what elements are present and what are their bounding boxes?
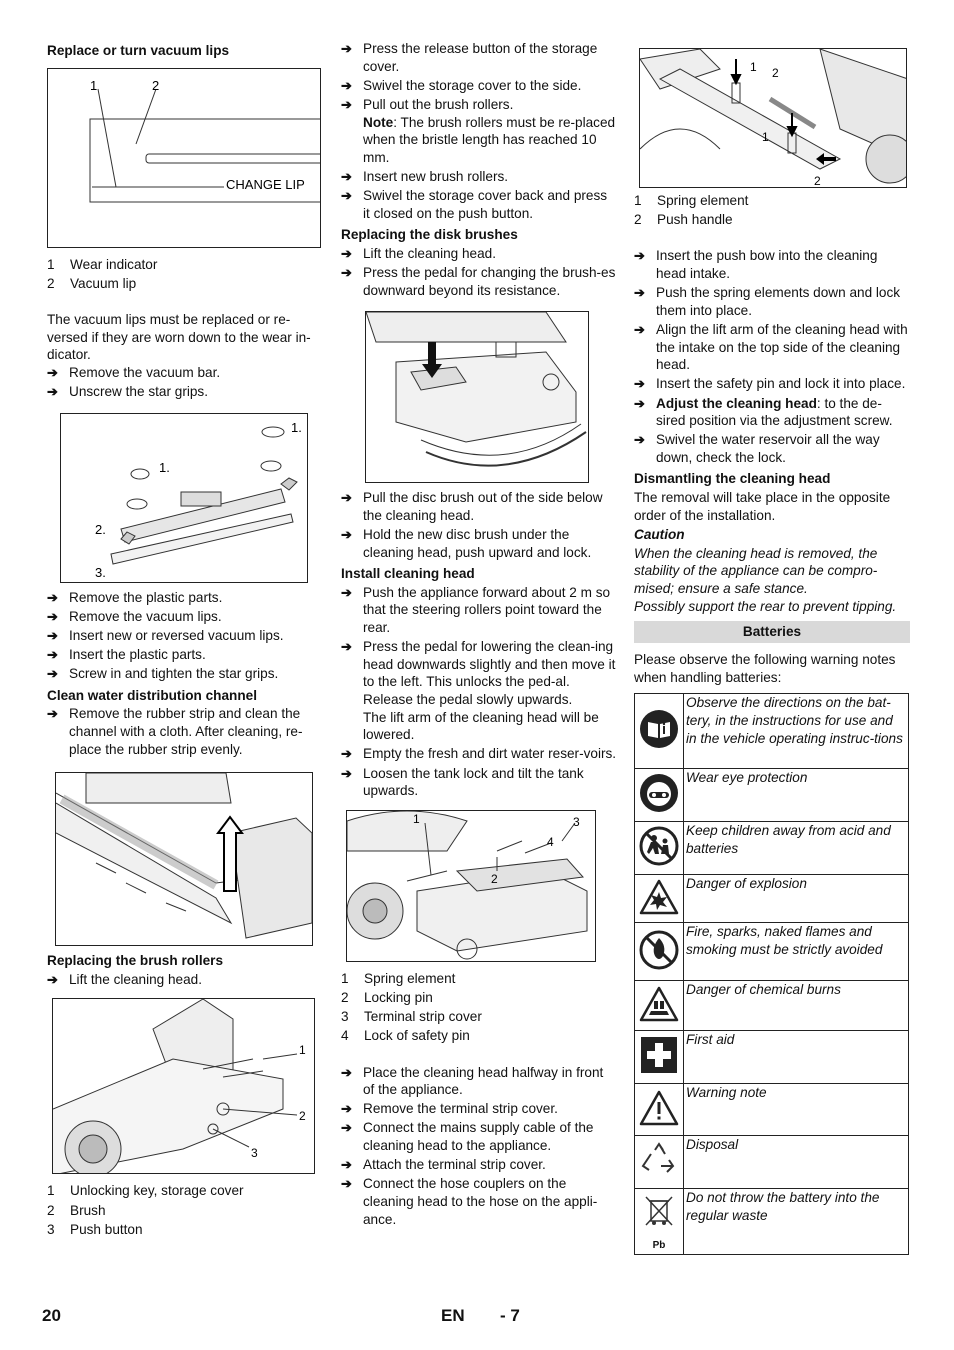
- warning-text: Observe the directions on the bat-tery, in the instructions for use and in the vehicle operating instruc-tions: [684, 694, 909, 769]
- steps-disk: [341, 245, 617, 299]
- step-item: ➔ Unscrew the star grips.: [47, 383, 209, 399]
- warning-text: Do not throw the battery into the regular waste: [684, 1189, 909, 1255]
- legend-item: 2 Locking pin: [341, 989, 433, 1005]
- warning-text: Danger of chemical burns: [684, 981, 909, 1031]
- step-item: ➔ Lift the cleaning head.: [341, 245, 497, 261]
- keep-children-away-icon: [639, 854, 679, 869]
- svg-text:1.: 1.: [291, 419, 302, 435]
- change-lip-label: CHANGE LIP: [226, 176, 305, 192]
- arrow-right-icon: ➔: [341, 1101, 352, 1117]
- arrow-right-icon: ➔: [341, 1064, 352, 1080]
- svg-text:1: 1: [413, 811, 420, 826]
- pb-label: Pb: [652, 1240, 666, 1252]
- arrow-right-icon: ➔: [341, 41, 352, 56]
- arrow-right-icon: ➔: [341, 639, 352, 655]
- callout-1: 1: [90, 77, 98, 93]
- figure-storage-cover: [52, 998, 315, 1174]
- svg-text:2: 2: [491, 871, 498, 886]
- arrow-right-icon: ➔: [341, 527, 352, 543]
- paragraph-batteries: Please observe the following warning notes when handling batteries:: [634, 652, 896, 685]
- warning-row: [635, 981, 909, 1031]
- arrow-right-icon: ➔: [634, 376, 645, 392]
- heading-disk-brushes: Replacing the disk brushes: [341, 227, 518, 243]
- warning-row: [635, 1189, 909, 1255]
- arrow-right-icon: ➔: [341, 1176, 352, 1192]
- warning-row: [635, 1031, 909, 1084]
- step-item: ➔ Insert the push bow into the cleaning head intake.: [634, 248, 878, 281]
- arrow-right-icon: ➔: [341, 765, 352, 781]
- arrow-right-icon: ➔: [634, 248, 645, 264]
- step-item: ➔ Remove the vacuum bar.: [47, 364, 221, 380]
- step-item: ➔ Press the pedal for lowering the clean-ing head downwards slightly and then move it to the left. This unlocks the ped-al. Release the pedal slowly upwards. The lift arm of the cleaning head will be lowered.: [341, 639, 616, 743]
- step-item: ➔ Pull the disc brush out of the side below the cleaning head.: [341, 490, 603, 523]
- explosion-icon: [639, 904, 679, 919]
- steps-brush-rollers: [47, 971, 323, 989]
- legend-item: 2 Push handle: [634, 212, 733, 228]
- legend-item: 1 Spring element: [341, 970, 456, 986]
- warning-text: First aid: [684, 1031, 909, 1084]
- warning-row: [635, 822, 909, 875]
- legend-item: 4 Lock of safety pin: [341, 1028, 470, 1044]
- svg-text:2.: 2.: [95, 521, 106, 537]
- step-item: ➔ Pull out the brush rollers. Note: The brush rollers must be re-placed when the bristle length has reached 10 mm.: [341, 96, 616, 165]
- figure-push-handle: [639, 48, 907, 188]
- figure-disk-pedal: [365, 311, 589, 483]
- step-item: ➔ Place the cleaning head halfway in front of the appliance.: [341, 1064, 604, 1098]
- note: Note: The brush rollers must be re-placed when the bristle length has reached 10 mm.: [363, 114, 616, 165]
- step-item: ➔ Press the pedal for changing the brush-es downward beyond its resistance.: [341, 265, 616, 298]
- legend-item: 1 Unlocking key, storage cover: [47, 1183, 244, 1199]
- svg-text:4: 4: [547, 834, 554, 849]
- step-item: ➔ Screw in and tighten the star grips.: [47, 666, 279, 682]
- arrow-right-icon: ➔: [341, 245, 352, 261]
- lift-arm-note: The lift arm of the cleaning head will be lowered.: [363, 709, 599, 743]
- svg-text:1: 1: [299, 1043, 306, 1058]
- column-right: [634, 40, 910, 1255]
- paragraph-vacuum: The vacuum lips must be replaced or re-versed if they are worn down to the wear in-dicator.: [47, 311, 311, 363]
- arrow-right-icon: ➔: [47, 971, 58, 987]
- legend-item: 2 Vacuum lip: [47, 275, 137, 291]
- figure-water-channel: [55, 772, 313, 946]
- step-item: ➔ Push the appliance forward about 2 m so that the steering rollers point toward the rear.: [341, 584, 611, 636]
- step-item: ➔ Adjust the cleaning head: to the de-sired position via the adjustment screw.: [634, 395, 893, 429]
- svg-text:3.: 3.: [95, 564, 106, 580]
- legend-item: 1 Wear indicator: [47, 256, 158, 272]
- svg-text:3: 3: [251, 1146, 258, 1161]
- arrow-right-icon: ➔: [341, 168, 352, 184]
- steps-storage-cover: [341, 40, 617, 222]
- steps-install: [341, 584, 617, 800]
- caution-text-2: Possibly support the rear to prevent tipping.: [634, 598, 897, 614]
- warning-row: [635, 1084, 909, 1136]
- svg-text:1.: 1.: [159, 459, 170, 475]
- step-item: ➔ Attach the terminal strip cover.: [341, 1157, 546, 1173]
- steps-push-bow: [634, 247, 910, 466]
- steps-channel: [47, 705, 323, 758]
- chemical-burn-icon: [639, 1011, 679, 1026]
- arrow-right-icon: ➔: [341, 584, 352, 600]
- heading-vacuum-lips: Replace or turn vacuum lips: [47, 43, 230, 58]
- svg-text:2: 2: [814, 174, 821, 188]
- arrow-right-icon: ➔: [341, 746, 352, 762]
- arrow-right-icon: ➔: [634, 432, 645, 448]
- step-item: ➔ Remove the plastic parts.: [47, 589, 223, 605]
- arrow-right-icon: ➔: [634, 285, 645, 301]
- legend-wear: [47, 256, 323, 293]
- manual-icon: [639, 737, 679, 752]
- legend-push: [634, 192, 910, 229]
- recycle-icon: [639, 1168, 679, 1183]
- arrow-right-icon: ➔: [341, 96, 352, 112]
- warning-text: Fire, sparks, naked flames and smoking must be strictly avoided: [684, 923, 909, 981]
- legend-item: 1 Spring element: [634, 193, 749, 208]
- step-item: ➔ Remove the rubber strip and clean the channel with a cloth. After cleaning, re-place the rubber strip evenly.: [47, 706, 303, 757]
- heading-clean-water: Clean water distribution channel: [47, 687, 257, 703]
- no-bin-icon: [635, 1225, 683, 1252]
- warning-text: Danger of explosion: [684, 875, 909, 923]
- step-item: ➔ Insert the plastic parts.: [47, 647, 206, 663]
- step-item: ➔ Align the lift arm of the cleaning head with the intake on the top side of the cleaning head.: [634, 321, 908, 373]
- heading-install: Install cleaning head: [341, 566, 475, 582]
- paragraph-dismantle: The removal will take place in the opposite order of the installation.: [634, 490, 891, 523]
- arrow-right-icon: ➔: [341, 188, 352, 204]
- step-item: ➔ Swivel the water reservoir all the way down, check the lock.: [634, 432, 880, 465]
- step-item: ➔ Lift the cleaning head.: [47, 971, 203, 987]
- first-aid-icon: [639, 1063, 679, 1078]
- arrow-right-icon: ➔: [341, 77, 352, 93]
- legend-item: 3 Terminal strip cover: [341, 1009, 482, 1025]
- callout-2: 2: [152, 77, 160, 93]
- step-item: ➔ Empty the fresh and dirt water reser-voirs.: [341, 746, 617, 762]
- step-item: ➔ Swivel the storage cover to the side.: [341, 77, 582, 93]
- step-item: ➔ Press the release button of the storage cover.: [341, 41, 598, 74]
- arrow-right-icon: ➔: [47, 706, 58, 722]
- no-fire-icon: [639, 958, 679, 973]
- svg-text:2: 2: [299, 1109, 306, 1124]
- caution-label: Caution: [634, 527, 685, 543]
- arrow-right-icon: ➔: [47, 666, 58, 682]
- warning-row: [635, 875, 909, 923]
- arrow-right-icon: ➔: [47, 627, 58, 643]
- heading-dismantle: Dismantling the cleaning head: [634, 471, 831, 487]
- column-middle: [341, 40, 617, 1230]
- step-item: ➔ Remove the terminal strip cover.: [341, 1101, 558, 1117]
- step-item: ➔ Connect the hose couplers on the cleaning head to the hose on the appli-ance.: [341, 1176, 598, 1227]
- figure-wear-indicator: [47, 68, 321, 248]
- arrow-right-icon: ➔: [341, 1157, 352, 1173]
- step-item: ➔ Insert the safety pin and lock it into place.: [634, 376, 906, 392]
- warning-text: Disposal: [684, 1136, 909, 1189]
- figure-star-grips: [60, 413, 308, 583]
- step-item: ➔ Remove the vacuum lips.: [47, 608, 222, 624]
- arrow-right-icon: ➔: [47, 383, 58, 399]
- warning-row: [635, 1136, 909, 1189]
- steps-vacuum: [47, 364, 323, 401]
- legend-item: 3 Push button: [47, 1221, 143, 1237]
- warning-text: Keep children away from acid and batteries: [684, 822, 909, 875]
- step-item: ➔ Connect the mains supply cable of the cleaning head to the appliance.: [341, 1120, 594, 1154]
- column-left: [47, 40, 323, 1240]
- steps-disk-2: [341, 489, 617, 561]
- heading-brush-rollers: Replacing the brush rollers: [47, 953, 224, 969]
- arrow-right-icon: ➔: [47, 589, 58, 605]
- page-number: 20: [42, 1306, 61, 1325]
- caution-text: When the cleaning head is removed, the stability of the appliance can be compro-mised; ensure a safe stance.: [634, 545, 878, 597]
- language-code: EN: [441, 1306, 465, 1325]
- step-item: ➔ Push the spring elements down and lock them into place.: [634, 285, 901, 318]
- step-item: ➔ Loosen the tank lock and tilt the tank upwards.: [341, 765, 584, 799]
- arrow-right-icon: ➔: [634, 321, 645, 337]
- batteries-heading: Batteries: [634, 621, 910, 643]
- warning-row: [635, 923, 909, 981]
- svg-text:1: 1: [750, 60, 757, 74]
- svg-text:1: 1: [762, 130, 769, 144]
- svg-text:2: 2: [772, 66, 779, 80]
- figure-cleaning-head: [346, 810, 596, 962]
- arrow-right-icon: ➔: [341, 1120, 352, 1136]
- arrow-right-icon: ➔: [634, 395, 645, 411]
- step-item: ➔ Insert new brush rollers.: [341, 168, 509, 184]
- step-item: ➔ Insert new or reversed vacuum lips.: [47, 627, 284, 643]
- arrow-right-icon: ➔: [47, 364, 58, 380]
- step-item: ➔ Swivel the storage cover back and press it closed on the push button.: [341, 188, 608, 221]
- warning-row: [635, 694, 909, 769]
- steps-lips: [47, 589, 323, 683]
- warning-icon: [639, 1115, 679, 1130]
- legend-brush: [47, 1182, 323, 1238]
- step-item: ➔ Hold the new disc brush under the cleaning head, push upward and lock.: [341, 527, 592, 560]
- battery-warnings-table: [634, 693, 909, 1255]
- warning-row: [635, 769, 909, 822]
- svg-text:3: 3: [573, 814, 580, 829]
- arrow-right-icon: ➔: [341, 490, 352, 506]
- warning-text: Warning note: [684, 1084, 909, 1136]
- arrow-right-icon: ➔: [47, 647, 58, 663]
- warning-text: Wear eye protection: [684, 769, 909, 822]
- legend-install: [341, 970, 617, 1045]
- steps-connect: [341, 1064, 617, 1229]
- eye-protection-icon: [639, 801, 679, 816]
- arrow-right-icon: ➔: [341, 265, 352, 281]
- arrow-right-icon: ➔: [47, 608, 58, 624]
- sub-page-number: - 7: [500, 1306, 520, 1325]
- legend-item: 2 Brush: [47, 1202, 106, 1218]
